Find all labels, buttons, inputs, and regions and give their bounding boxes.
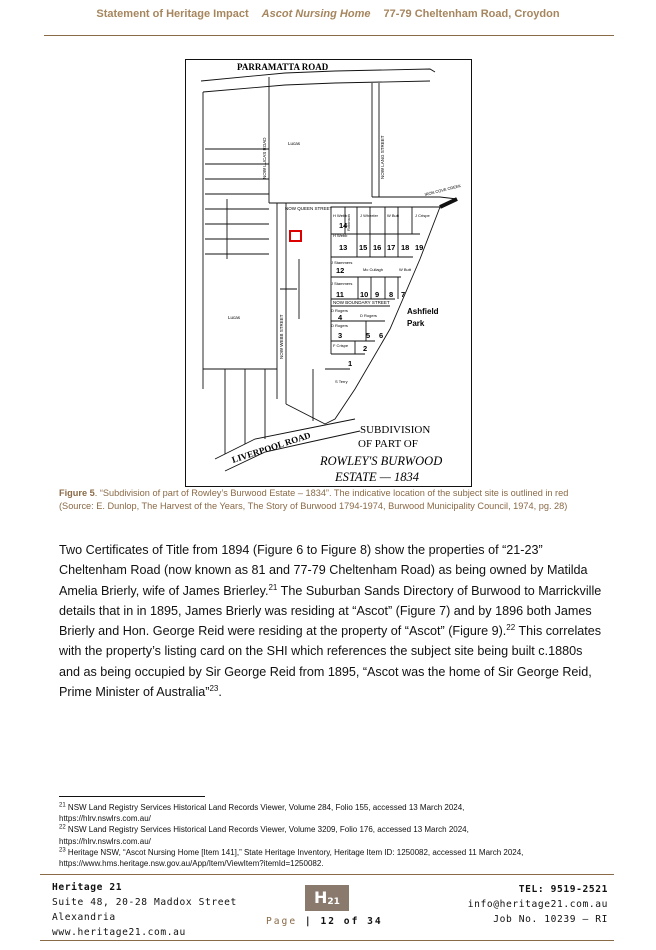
map-owner-label: F Crispe — [333, 343, 349, 348]
figure-caption — [59, 487, 599, 513]
footnote-link[interactable]: https://hlrv.nswlrs.com.au/ — [59, 836, 151, 846]
map-lot-number: 19 — [415, 243, 424, 252]
body-sentence: The Suburban Sands Directory of Burwood to Marrickville details that in in 1895, James Brierly was residing at “Ascot” (Figure 7) and by 1896 both James Brierly and Hon. George Reid were residing at the property of “Ascot” (Figure 9). — [59, 583, 602, 639]
map-owner-label: D Rogers — [331, 308, 348, 313]
map-owner-label: H Webb — [333, 213, 348, 218]
map-lot-number: 9 — [375, 290, 380, 299]
map-lot-number: 13 — [339, 243, 348, 252]
heritage21-logo — [305, 885, 349, 911]
map-owner-label: W Butt — [387, 213, 400, 218]
header-project-name: Ascot Nursing Home — [261, 8, 371, 20]
footnotes — [59, 802, 619, 869]
map-owner-label: H Webb — [333, 233, 348, 238]
header-divider — [44, 35, 614, 36]
map-owner-label: D Rogers — [360, 313, 377, 318]
page-word: Page — [266, 916, 298, 927]
logo-letter: H — [314, 888, 328, 907]
map-lot-number: 16 — [373, 243, 382, 252]
map-owner-label: Robinson — [346, 214, 351, 231]
logo-number: 21 — [327, 897, 340, 907]
footnote-link[interactable]: https://www.hms.heritage.nsw.gov.au/App/Item/ViewItem?itemId=1250082. — [59, 859, 324, 869]
header-document-type: Statement of Heritage Impact — [96, 8, 249, 20]
map-lot-number: 7 — [401, 290, 406, 299]
header-address: 77-79 Cheltenham Road, Croydon — [383, 8, 560, 20]
map-now-lang-street: NOW LANG STREET — [380, 135, 385, 179]
map-lot-number: 17 — [387, 243, 396, 252]
map-owner-lucas-left: Lucas — [228, 315, 241, 320]
footer-website-link[interactable]: www.heritage21.com.au — [52, 927, 186, 938]
map-now-lucas-street: NOW LUCAS ROAD — [262, 137, 267, 179]
footnote-number: 21 — [59, 802, 66, 809]
footnote-text: NSW Land Registry Services Historical Land Records Viewer, Volume 284, Folio 155, accessed 13 March 2024, — [65, 803, 465, 812]
footnote-number: 22 — [59, 824, 66, 831]
map-lot-number: 4 — [338, 313, 343, 322]
footnote-number: 23 — [59, 847, 66, 854]
page-number — [266, 916, 383, 927]
map-owner-label: J Crispe — [415, 213, 430, 218]
map-lot-number: 6 — [379, 331, 384, 340]
footnote-text: Heritage NSW, “Ascot Nursing Home [Item 141],” State Heritage Inventory, Heritage Item ID: 1250082, accessed 11 March 2024, — [65, 847, 524, 857]
map-lot-number: 11 — [336, 290, 344, 299]
map-owner-label: J Stammers — [331, 260, 353, 265]
map-lot-number: 2 — [363, 344, 368, 353]
footer-company: Heritage 21 — [52, 882, 123, 893]
footnote-ref[interactable]: 21 — [268, 582, 278, 592]
map-lot-number: 18 — [401, 243, 410, 252]
map-lot-number: 3 — [338, 331, 343, 340]
map-title-line3: ROWLEY'S BURWOOD — [320, 454, 443, 468]
map-now-webb-street: NOW WEBB STREET — [279, 314, 284, 359]
map-owner-label: Mc Cullagh — [363, 267, 384, 272]
map-now-queen-street: NOW QUEEN STREET — [285, 206, 333, 211]
footnote-item — [59, 847, 619, 869]
map-owner-lucas-top: Lucas — [288, 141, 301, 146]
page-header — [0, 8, 656, 20]
map-iron-cove-creek: IRON COVE CREEK — [424, 183, 462, 197]
body-sentence: Two Certificates of Title from 1894 (Figure 6 to Figure 8) show the properties of “21-23” Cheltenham Road (now known as 81 and 77-79 Cheltenham Road) as being owned by Matilda Amelia Brierly, wife of James Brierley. — [59, 543, 588, 598]
map-owner-label: J Stammers — [331, 281, 353, 286]
footnote-item — [59, 802, 619, 824]
map-lot-number: 5 — [366, 331, 371, 340]
map-title-line1: SUBDIVISION — [360, 424, 431, 436]
map-owner-label: J Wheeler — [360, 213, 379, 218]
map-ashfield-label: Ashfield — [407, 307, 439, 316]
map-liverpool-road: LIVERPOOL ROAD — [230, 429, 312, 465]
map-owner-label: W Butt — [399, 267, 412, 272]
footnote-ref[interactable]: 23 — [209, 683, 219, 693]
footer-email-link[interactable]: info@heritage21.com.au — [467, 899, 608, 910]
footnote-divider — [59, 796, 205, 797]
figure-label: Figure 5 — [59, 488, 95, 498]
footnote-link[interactable]: https://hlrv.nswlrs.com.au/ — [59, 814, 151, 824]
footnote-item — [59, 824, 619, 846]
map-title-line2: OF PART OF — [358, 438, 418, 450]
footer-divider-top — [40, 874, 614, 875]
page-current: 12 — [320, 916, 337, 927]
footer-contact-right — [468, 882, 608, 927]
footer-address-line1: Suite 48, 20-28 Maddox Street — [52, 897, 237, 908]
map-owner-label: S Terry — [335, 379, 348, 384]
body-sentence: . — [218, 685, 222, 700]
page-of: of — [343, 916, 360, 927]
page-separator: | — [304, 916, 313, 927]
page-total: 34 — [367, 916, 383, 927]
map-owner-label: D Rogers — [331, 323, 348, 328]
figure-caption-text: . “Subdivision of part of Rowley’s Burwood Estate – 1834”. The indicative location of the subject site is outlined in red (Source: E. Dunlop, The Harvest of the Years, The Story of Burwood 1794-1974, Burwood Municipality Council, 1974, pg. 28) — [59, 488, 569, 511]
map-lot-number: 1 — [348, 359, 353, 368]
footnote-ref[interactable]: 22 — [506, 623, 516, 632]
body-sentence: This correlates with the property’s listing card on the SHI which references the subject site being built c.1880s and as being occupied by Sir George Reid from 1895, “Ascot was the home of Sir George Reid, Prime Minister of Australia” — [59, 624, 602, 700]
map-lot-number: 8 — [389, 290, 394, 299]
map-now-boundary-street: NOW BOUNDARY STREET — [333, 300, 390, 305]
map-park-label: Park — [407, 319, 425, 328]
map-parramatta-road: PARRAMATTA ROAD — [237, 62, 329, 72]
map-lot-number: 12 — [336, 266, 345, 275]
footer-divider-bottom — [40, 940, 614, 941]
map-lot-number: 15 — [359, 243, 368, 252]
footer-address-line2: Alexandria — [52, 912, 116, 923]
subdivision-map — [185, 59, 472, 487]
map-lot-number: 14 — [339, 221, 348, 230]
footer-telephone: TEL: 9519-2521 — [518, 884, 608, 895]
map-title-line4: ESTATE — 1834 — [335, 470, 420, 484]
map-lot-number: 10 — [360, 290, 369, 299]
body-paragraph — [59, 540, 604, 702]
footer-job-number: Job No. 10239 – RI — [493, 914, 608, 925]
footer-contact-left — [52, 880, 237, 940]
footnote-text: NSW Land Registry Services Historical Land Records Viewer, Volume 3209, Folio 176, accessed 13 March 2024, — [65, 825, 469, 835]
